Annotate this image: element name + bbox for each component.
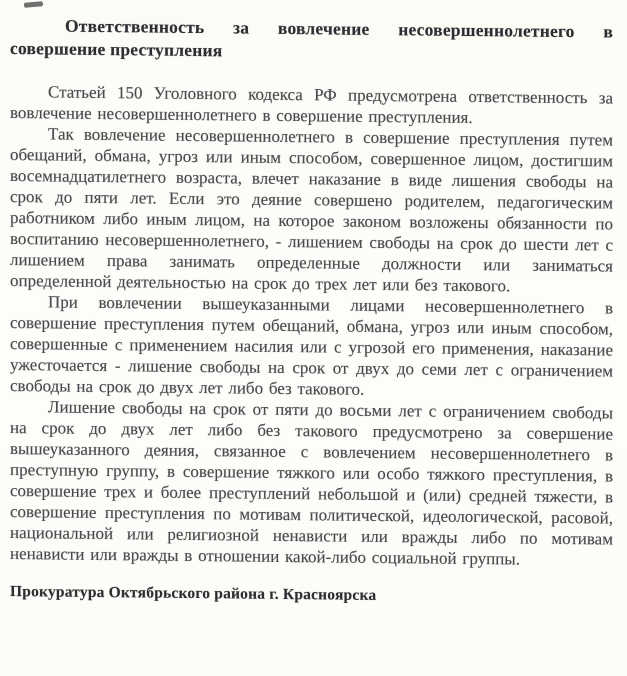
paragraph-criminal-group: Лишение свободы на срок от пяти до восьми лет с ограничением свободы на срок до двух лет либо без такового предусмотрено за совершение вышеуказанного деяния, связанное с вовлечением несовершеннолетнего в преступную группу, в совершение тяжкого или особо тяжкого преступления, в совершение трех и более преступлений небольшой и (или) средней тяжести, в совершение преступления по мотивам политической, идеологической, расовой, национальной или религиозной ненависти или вражды либо по мотивам ненависти или вражды в отношении какой-либо социальной группы.	[10, 397, 613, 569]
document-footer-prosecutor-office: Прокуратура Октябрьского района г. Красноярска	[10, 583, 377, 604]
paragraph-article-150-intro: Статьей 150 Уголовного кодекса РФ предусмотрена ответственность за вовлечение несовершеннолетнего в совершение преступления.	[10, 82, 613, 128]
document-content	[10, 14, 613, 609]
paragraph-aggravated-violence: При вовлечении вышеуказанными лицами несовершеннолетнего в совершение преступления путем обещаний, обмана, угроз или иным способом, совершенные с применением насилия или с угрозой его применения, наказание ужесточается - лишение свободы на срок от двух до семи лет с ограничением свободы на срок до двух лет либо без такового.	[10, 292, 613, 399]
scan-artifact-speck	[24, 1, 43, 8]
document-title: Ответственность за вовлечение несовершеннолетнего в совершение преступления	[10, 15, 613, 61]
paragraph-basic-liability: Так вовлечение несовершеннолетнего в совершение преступления путем обещаний, обмана, угроз или иным способом, совершенное лицом, достигшим восемнадцатилетнего возраста, влечет наказание в виде лишения свободы на срок до пяти лет. Если это деяние совершено родителем, педагогическим работником либо иным лицом, на которое законом возложены обязанности по воспитанию несовершеннолетнего, - лишением свободы на срок до шести лет с лишением права занимать определенные должности или заниматься определенной деятельностью на срок до трех лет или без такового.	[10, 124, 613, 296]
